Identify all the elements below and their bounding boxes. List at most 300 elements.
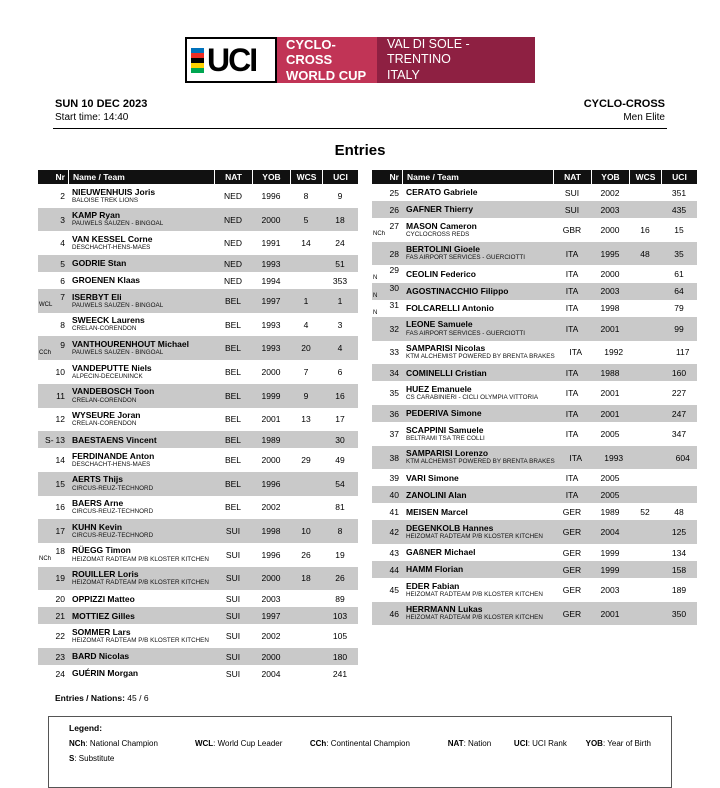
rider-number-cell [372,561,402,578]
rider-number-cell [38,384,68,408]
rider-nat: BEL [224,390,242,401]
rider-wcs-rank [290,431,322,448]
rider-number-line [390,249,399,259]
rider-wcs-rank [629,184,661,201]
rider-uci-rank: 18 [335,214,345,225]
rider-number-cell [38,567,68,591]
rider-uci-rank: 48 [674,506,684,517]
series-title-line2: WORLD CUP [286,67,367,83]
rider-nat: ITA [569,452,583,463]
rider-number-line [56,611,65,621]
rider-number: 32 [389,323,399,334]
rider-number-cell [38,448,68,472]
rider-number-line [56,594,65,604]
page-title: Entries [334,142,386,159]
rider-number-cell [372,405,402,422]
rider-team: HEIZOMAT RADTEAM P/B KLOSTER KITCHEN [72,579,209,587]
rider-uci-rank: 35 [674,248,684,259]
rider-wcs-rank [290,648,322,665]
rider-status-abbr: NCh [373,231,386,238]
rider-number-cell [372,503,402,520]
rider-wcs-rank [629,364,661,381]
rider-name-team-cell [402,520,553,544]
rider-status-abbr: N [373,292,378,299]
rider-name-team-cell [402,469,553,486]
rider-nat: SUI [225,631,241,642]
rider-number-cell [38,431,68,448]
rider-name-team-cell [68,208,214,232]
rider-yob: 1994 [261,275,281,286]
rider-wcs-rank [629,561,661,578]
event-meta-left [55,98,147,123]
table-row [38,543,358,567]
rider-number: 17 [55,526,65,537]
rider-number: 18 [55,546,65,557]
rider-yob: 1996 [261,478,281,489]
rider-number-cell [38,184,68,208]
rider-number-line [390,548,399,558]
rider-team: KTM ALCHEMIST POWERED BY BRENTA BRAKES [406,353,555,361]
column-header-uci: UCI [322,170,358,184]
rider-nat: NED [224,258,242,269]
rider-number: 41 [389,506,399,517]
table-row [372,317,697,341]
table-rows [372,184,697,625]
legend-abbr: S [69,754,75,763]
rider-number-cell [38,665,68,682]
rider-name-team-cell [68,431,214,448]
rider-number-line [60,276,65,286]
rider-yob: 2000 [261,366,281,377]
rider-name: LEONE Samuele [406,319,473,330]
rider-number-cell [38,519,68,543]
rider-number-cell [372,520,402,544]
rider-name-team-cell [68,231,214,255]
rider-yob: 2003 [600,584,620,595]
rider-name-team-cell [402,283,553,300]
table-row [38,272,358,289]
rider-nat: ITA [565,388,579,399]
rider-wcs-rank [629,486,661,503]
rider-number-line [60,320,65,330]
rider-number-line [390,490,399,500]
rider-number: 45 [389,584,399,595]
rider-number: 7 [60,292,65,303]
rider-nat: ITA [565,428,579,439]
rider-name: FOLCARELLI Antonio [406,303,494,314]
rider-name: OPPIZZI Matteo [72,593,135,604]
rider-number-line [390,429,399,439]
rider-number: 2 [60,190,65,201]
rider-number-line [56,391,65,401]
table-row [38,231,358,255]
rider-team: HEIZOMAT RADTEAM P/B KLOSTER KITCHEN [72,555,209,563]
uci-logo-text: UCI [207,42,257,78]
rider-yob: 2004 [600,527,620,538]
rider-number-line [390,409,399,419]
event-logo [0,0,720,83]
rider-number: 4 [60,238,65,249]
column-header-yob: YOB [591,170,629,184]
rider-uci-rank: 49 [335,455,345,466]
rider-team: CIRCUS-REUZ-TECHNORD [72,484,154,492]
rider-nat: BEL [224,434,242,445]
rider-name: ZANOLINI Alan [406,489,467,500]
rider-uci-rank [661,469,697,486]
rider-nat: GER [562,564,582,575]
rider-team: CRELAN-CORENDON [72,325,137,333]
table-row [38,431,358,448]
table-row [372,544,697,561]
rider-wcs-rank [633,341,665,365]
rider-yob: 2004 [261,668,281,679]
rider-name-team-cell [402,218,553,242]
rider-nat: GER [562,527,582,538]
rider-number-cell [372,381,402,405]
rider-team: HEIZOMAT RADTEAM P/B KLOSTER KITCHEN [406,590,543,598]
rider-number-cell [38,231,68,255]
rider-yob: 2000 [261,651,281,662]
rider-uci-rank: 435 [671,204,687,215]
rider-name: AERTS Thijs [72,474,124,485]
rider-nat: BEL [224,319,242,330]
rider-number: 44 [389,564,399,575]
legend-abbr: NAT [447,739,464,748]
rider-uci-rank: 89 [335,593,345,604]
table-row [372,265,697,282]
rider-number-cell [372,300,402,317]
rider-uci-rank: 180 [332,651,348,662]
rider-number-line [60,340,65,350]
rider-name-team-cell [68,313,214,337]
rider-name-team-cell [68,590,214,607]
rider-number-cell [372,265,402,282]
rider-number-cell [372,201,402,218]
rider-number: 21 [55,610,65,621]
legend-item: S: Substitute [69,754,115,763]
rider-uci-rank: 51 [335,258,345,269]
table-header [38,170,358,184]
rider-team: CS CARABINIERI - CICLI OLYMPIA VITTORIA [406,394,539,401]
rider-yob: 2001 [600,388,620,399]
rider-number-cell [372,341,402,365]
rider-number-cell [38,360,68,384]
venue-title [377,37,535,83]
rider-name: BARD Nicolas [72,651,130,662]
rider-name-team-cell [68,543,214,567]
legend [48,716,672,788]
rider-team: PAUWELS SAUZEN - BINGOAL [72,220,164,228]
table-row [372,364,697,381]
legend-title: Legend: [69,723,103,733]
rider-yob: 2002 [261,631,281,642]
rider-team: BALOISE TREK LIONS [72,196,139,204]
rider-wcs-rank [290,624,322,648]
rider-number: 12 [55,414,65,425]
rider-team: CIRCUS-REUZ-TECHNORD [72,508,154,516]
rider-name: NIEUWENHUIS Joris [72,186,156,197]
rider-number: 46 [389,608,399,619]
rider-nat: NED [224,190,242,201]
rider-nat: GER [562,547,582,558]
category: Men Elite [623,112,665,123]
rider-wcs-rank [290,665,322,682]
rider-nat: ITA [569,347,583,358]
rider-name-team-cell [68,255,214,272]
rider-number-cell [372,602,402,626]
rider-number: 34 [389,367,399,378]
rider-number: 8 [60,319,65,330]
rider-uci-rank: 1 [337,295,343,306]
rider-name: COMINELLI Cristian [406,367,487,378]
rider-wcs-rank: 10 [301,526,311,537]
rider-name-team-cell [68,519,214,543]
rider-number: 36 [389,408,399,419]
rider-yob: 2000 [261,455,281,466]
rider-number: 38 [389,452,399,463]
rider-uci-rank: 241 [332,668,348,679]
table-row [38,519,358,543]
rider-wcs-rank [290,255,322,272]
rider-name: CEOLIN Federico [406,268,476,279]
rider-number-cell [38,543,68,567]
rider-name: AGOSTINACCHIO Filippo [406,286,509,297]
rider-number-cell [372,364,402,381]
rider-name: GAFNER Thierry [406,204,474,215]
rider-yob: 1999 [600,547,620,558]
rider-number: 40 [389,489,399,500]
rider-wcs-rank [290,590,322,607]
rider-number: 14 [55,455,65,466]
rider-nat: NED [224,238,242,249]
rider-team: PAUWELS SAUZEN - BINGOAL [72,301,164,309]
rider-number-line [390,265,399,275]
rider-number: 31 [389,299,399,310]
rider-number: 19 [55,573,65,584]
rider-yob: 2002 [600,187,620,198]
rider-name: SWEECK Laurens [72,315,145,326]
rider-name: MOTTIEZ Gilles [72,610,135,621]
rider-number: 3 [60,214,65,225]
rider-name-team-cell [402,486,553,503]
rider-yob: 2001 [600,408,620,419]
rider-nat: ITA [565,472,579,483]
rider-number-line [56,414,65,424]
rider-wcs-rank [629,544,661,561]
rider-number-line [56,669,65,679]
column-header-nat: NAT [214,170,252,184]
rider-number-cell [38,336,68,360]
table-row [372,218,697,242]
rider-name: VARI Simone [406,472,459,483]
rider-team: CYCLOCROSS REDS [406,230,470,238]
rider-number-cell [38,313,68,337]
table-row [372,503,697,520]
rider-uci-rank: 99 [674,323,684,334]
rider-uci-rank: 26 [335,573,345,584]
legend-item: WCL: World Cup Leader [194,739,283,748]
series-title-line1: CYCLO-CROSS [286,37,336,68]
venue-title-line1: VAL DI SOLE - TRENTINO [387,36,470,67]
substitute-marker: S- [45,434,54,445]
rider-number-line [390,221,399,231]
rider-wcs-rank: 20 [301,343,311,354]
rider-uci-rank: 30 [335,434,345,445]
rider-name: GAßNER Michael [406,547,476,558]
rider-name: VANDEBOSCH Toon [72,386,155,397]
rider-nat: ITA [565,367,579,378]
rider-name-team-cell [402,503,553,520]
column-header-wcs: WCS [629,170,661,184]
rider-uci-rank: 19 [335,549,345,560]
rider-yob: 1993 [261,343,281,354]
rainbow-stripe [191,68,204,73]
legend-abbr: WCL [194,739,214,748]
rider-name: EDER Fabian [406,580,460,591]
rider-name-team-cell [402,446,557,470]
rider-number-line [390,507,399,517]
rider-number: 39 [389,472,399,483]
rider-number: 15 [55,478,65,489]
rider-number-cell [372,184,402,201]
rider-wcs-rank: 13 [301,414,311,425]
rider-number-cell [38,624,68,648]
rider-name-team-cell [402,364,553,381]
rider-name: SAMPARISI Nicolas [406,343,486,354]
rider-name-team-cell [402,201,553,218]
rider-nat: SUI [225,651,241,662]
table-row [38,448,358,472]
rider-number-cell [38,590,68,607]
header-divider [53,128,667,129]
entries-nations-summary [0,693,720,703]
rider-yob: 2003 [600,286,620,297]
event-meta-right [584,98,665,123]
rider-yob: 1997 [261,295,281,306]
rider-name-team-cell [402,578,553,602]
rider-number-cell [372,317,402,341]
rider-number: 37 [389,428,399,439]
event-meta [0,98,720,123]
rider-uci-rank: 15 [674,224,684,235]
event-date: SUN 10 DEC 2023 [55,98,148,110]
rider-wcs-rank: 29 [301,455,311,466]
rider-uci-rank: 105 [332,631,348,642]
rider-team: FAS AIRPORT SERVICES - GUERCIOTTI [406,329,525,337]
rider-number: 11 [56,390,65,401]
rider-yob: 2001 [600,323,620,334]
rider-number-line [56,526,65,536]
rider-name: VANTHOURENHOUT Michael [72,338,189,349]
rider-name-team-cell [402,242,553,266]
rider-number-line [56,573,65,583]
rider-number: 42 [389,527,399,538]
rider-wcs-rank [629,201,661,218]
rider-uci-rank: 227 [671,388,687,399]
table-row [38,408,358,432]
rider-name-team-cell [68,289,214,313]
column-header-wcs: WCS [290,170,322,184]
rider-uci-rank: 604 [675,452,690,463]
rider-wcs-rank [629,422,661,446]
rider-name: MEISEN Marcel [406,506,468,517]
rider-yob: 1989 [600,506,620,517]
rider-number: 9 [60,339,65,350]
rider-nat: GER [562,506,582,517]
rider-name: ISERBYT Eli [72,291,122,302]
rider-name-team-cell [402,561,553,578]
rider-wcs-rank [290,472,322,496]
rider-yob: 1999 [261,390,281,401]
rider-wcs-rank: 8 [303,190,309,201]
rider-wcs-rank [629,520,661,544]
rider-wcs-rank [629,405,661,422]
table-row [38,289,358,313]
rider-name-team-cell [402,602,553,626]
rider-name-team-cell [68,648,214,665]
table-row [372,520,697,544]
rider-team: CRELAN-CORENDON [72,396,137,404]
rider-name-team-cell [402,422,553,446]
rider-nat: ITA [565,489,579,500]
rider-number-line [60,259,65,269]
rider-number-cell [372,544,402,561]
rider-yob: 1993 [261,258,281,269]
rider-number-line [390,473,399,483]
rider-name-team-cell [402,405,553,422]
table-row [38,184,358,208]
rider-name: RÜEGG Timon [72,545,131,556]
column-header-name: Name / Team [402,170,553,184]
rider-name: GODRIE Stan [72,258,127,269]
rider-yob: 2005 [600,428,620,439]
rider-uci-rank: 79 [674,303,684,314]
rider-name: CERATO Gabriele [406,187,478,198]
rider-nat: BEL [224,414,242,425]
rider-uci-rank: 160 [671,367,687,378]
table-row [372,201,697,218]
rider-yob: 2003 [600,204,620,215]
rider-uci-rank: 9 [337,190,343,201]
rider-wcs-rank: 18 [301,573,311,584]
rider-name: BERTOLINI Gioele [406,244,480,255]
rider-uci-rank: 189 [671,584,687,595]
rider-nat: GBR [562,224,582,235]
rider-yob: 1993 [604,452,624,463]
table-row [38,336,358,360]
rider-yob: 1988 [600,367,620,378]
entries-table-right [372,170,697,625]
rider-number-line [390,585,399,595]
rider-team: FAS AIRPORT SERVICES - GUERCIOTTI [406,254,525,262]
rider-nat: ITA [565,303,579,314]
legend-items [69,739,651,748]
rider-uci-rank: 125 [671,527,687,538]
rider-wcs-rank [633,446,665,470]
rider-name: FERDINANDE Anton [72,450,155,461]
rider-wcs-rank: 5 [303,214,309,225]
rider-name: HERRMANN Lukas [406,604,483,615]
rider-number: 10 [55,366,65,377]
rider-name-team-cell [402,381,553,405]
entries-nations-value: 45 / 6 [127,693,149,703]
table-row [38,208,358,232]
rider-yob: 2005 [600,472,620,483]
rider-status-abbr: CCh [39,349,52,356]
rider-name-team-cell [68,336,214,360]
rider-number-line [390,368,399,378]
rider-team: CIRCUS-REUZ-TECHNORD [72,531,154,539]
